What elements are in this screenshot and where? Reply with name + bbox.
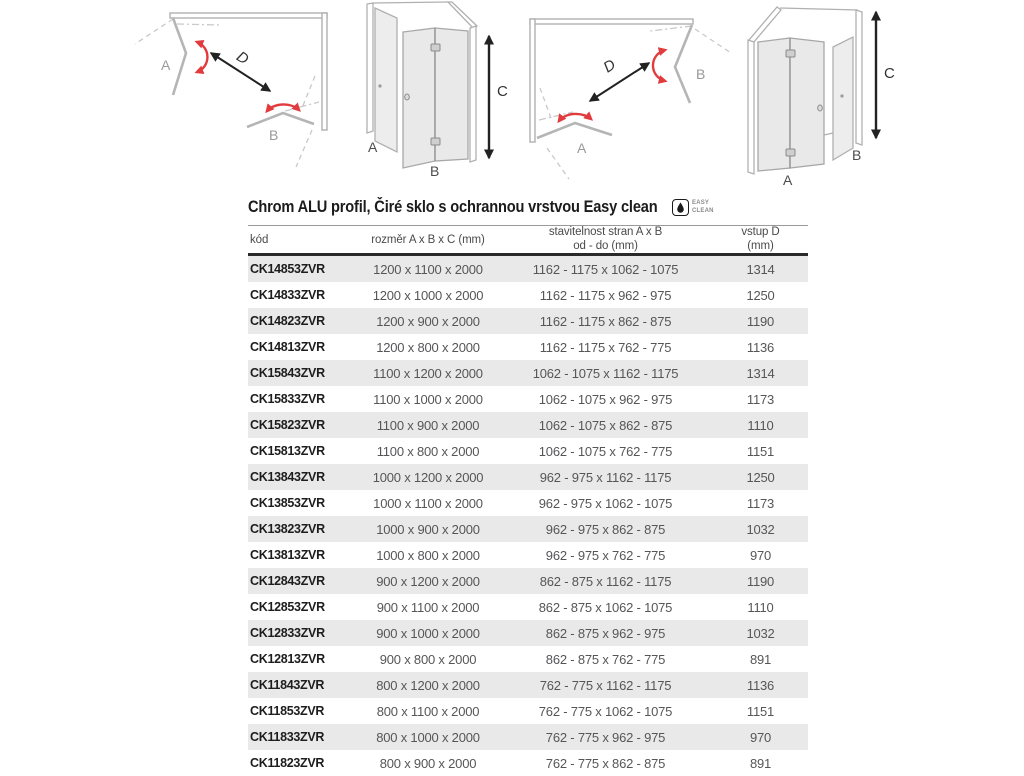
easy-clean-badge [672, 199, 714, 216]
cell-code: CK11823ZVR [250, 756, 325, 770]
header-entry: vstup D (mm) [741, 225, 780, 252]
table-row [248, 646, 808, 672]
cell-size: 800 x 1000 x 2000 [376, 729, 480, 745]
cell-size: 900 x 800 x 2000 [379, 651, 477, 667]
cell-size: 1200 x 800 x 2000 [376, 339, 480, 355]
cell-adjust: 1162 - 1175 x 862 - 875 [539, 313, 672, 329]
cell-entry: 1173 [746, 495, 775, 511]
cell-adjust: 862 - 875 x 762 - 775 [545, 651, 666, 667]
table-row [248, 698, 808, 724]
cell-code: CK12853ZVR [250, 600, 325, 614]
cell-size: 800 x 900 x 2000 [379, 755, 477, 771]
cell-code: CK14853ZVR [250, 262, 325, 276]
cell-adjust: 1062 - 1075 x 962 - 975 [538, 391, 673, 407]
diagram-front-view-left [356, 0, 510, 182]
door-handle-icon [818, 105, 823, 111]
cell-size: 800 x 1200 x 2000 [376, 677, 480, 693]
table-row [248, 542, 808, 568]
side-panel-b [833, 37, 853, 160]
header-adjust: stavitelnost stran A x B od - do (mm) [548, 225, 663, 252]
cell-size: 1000 x 1200 x 2000 [372, 469, 484, 485]
cell-adjust: 762 - 775 x 1162 - 1175 [539, 677, 672, 693]
cell-code: CK15833ZVR [250, 392, 325, 406]
cell-adjust: 862 - 875 x 1062 - 1075 [538, 599, 673, 615]
swing-arrow-b-icon [267, 104, 299, 111]
cell-code: CK14813ZVR [250, 340, 325, 354]
cell-size: 1000 x 800 x 2000 [376, 547, 480, 563]
cell-code: CK13813ZVR [250, 548, 325, 562]
open-position-dashes [135, 19, 319, 167]
cell-code: CK14823ZVR [250, 314, 325, 328]
table-row [248, 516, 808, 542]
height-label: C [497, 83, 508, 100]
cell-entry: 1032 [746, 625, 775, 641]
header-code: kód [250, 233, 269, 246]
cell-adjust: 1162 - 1175 x 1062 - 1075 [532, 261, 679, 277]
cell-size: 1200 x 1000 x 2000 [372, 287, 484, 303]
cell-code: CK13843ZVR [250, 470, 325, 484]
cell-code: CK11833ZVR [250, 730, 325, 744]
table-row [248, 594, 808, 620]
cell-entry: 891 [749, 755, 772, 771]
table-row [248, 438, 808, 464]
hinge-top-icon [431, 44, 440, 51]
entry-width-label: D [600, 56, 619, 77]
cell-entry: 1151 [746, 703, 775, 719]
cell-size: 1200 x 1100 x 2000 [373, 261, 483, 277]
spec-table-body [248, 256, 808, 776]
table-row [248, 750, 808, 776]
hinge-bottom-icon [786, 149, 795, 156]
hinge-bottom-icon [431, 138, 440, 145]
cell-entry: 1173 [746, 391, 775, 407]
door-a-label: A [577, 140, 587, 156]
cell-entry: 1032 [746, 521, 775, 537]
bifold-door-a-right-panel [790, 38, 824, 168]
diagram-top-view-right [513, 0, 733, 186]
cell-entry: 1110 [747, 417, 774, 433]
table-row [248, 672, 808, 698]
table-row [248, 724, 808, 750]
cell-code: CK15843ZVR [250, 366, 325, 380]
door-b-fold-line [247, 113, 314, 127]
cell-adjust: 762 - 775 x 1062 - 1075 [538, 703, 673, 719]
cell-size: 1100 x 900 x 2000 [376, 417, 480, 433]
door-b-fold-line [675, 25, 692, 103]
cell-adjust: 1162 - 1175 x 762 - 775 [539, 339, 672, 355]
table-row [248, 568, 808, 594]
cell-adjust: 962 - 975 x 1162 - 1175 [539, 469, 672, 485]
door-b-label: B [269, 127, 279, 143]
cell-code: CK12813ZVR [250, 652, 325, 666]
door-a-label: A [783, 172, 793, 188]
cell-entry: 1136 [746, 677, 775, 693]
cell-entry: 1314 [746, 261, 775, 277]
diagram-front-view-right [740, 0, 908, 196]
cell-size: 1100 x 1000 x 2000 [373, 391, 483, 407]
cell-size: 1000 x 900 x 2000 [376, 521, 480, 537]
spec-table [248, 225, 808, 776]
cell-size: 900 x 1200 x 2000 [376, 573, 480, 589]
wall-outline [530, 19, 693, 142]
cell-size: 1100 x 800 x 2000 [376, 443, 480, 459]
cell-code: CK14833ZVR [250, 288, 325, 302]
table-row [248, 464, 808, 490]
cell-adjust: 1062 - 1075 x 862 - 875 [538, 417, 673, 433]
table-row [248, 620, 808, 646]
cell-code: CK11853ZVR [250, 704, 325, 718]
table-row [248, 334, 808, 360]
cell-size: 900 x 1100 x 2000 [376, 599, 480, 615]
door-b-label: B [696, 66, 706, 82]
drop-icon [672, 199, 689, 216]
panel-b-hinge-dot-icon [840, 94, 843, 97]
table-row [248, 308, 808, 334]
table-row [248, 490, 808, 516]
height-label: C [884, 65, 895, 82]
cell-code: CK12843ZVR [250, 574, 325, 588]
cell-size: 1000 x 1100 x 2000 [373, 495, 483, 511]
cell-entry: 970 [749, 547, 772, 563]
side-panel-b-label: B [852, 147, 862, 163]
cell-adjust: 762 - 775 x 962 - 975 [545, 729, 666, 745]
entry-width-arrow-icon [590, 63, 649, 101]
door-a-fold-line [537, 123, 612, 138]
cell-entry: 1314 [746, 365, 775, 381]
cell-entry: 1190 [746, 313, 775, 329]
cell-entry: 1110 [747, 599, 774, 615]
bifold-door-a-left-panel [758, 38, 790, 171]
table-row [248, 256, 808, 282]
cell-size: 1100 x 1200 x 2000 [373, 365, 483, 381]
door-a-label: A [161, 57, 171, 73]
cell-entry: 1190 [746, 573, 775, 589]
header-size: rozměr A x B x C (mm) [371, 233, 485, 246]
cell-size: 800 x 1100 x 2000 [376, 703, 480, 719]
swing-arrow-a-icon [559, 114, 591, 121]
cell-adjust: 962 - 975 x 862 - 875 [545, 521, 666, 537]
cell-code: CK13823ZVR [250, 522, 325, 536]
page-title: Chrom ALU profil, Čiré sklo s ochrannou vrstvou Easy clean [248, 197, 658, 216]
side-panel-a [375, 8, 397, 152]
cell-code: CK12833ZVR [250, 626, 325, 640]
cell-adjust: 1162 - 1175 x 962 - 975 [539, 287, 672, 303]
entry-width-label: D [233, 48, 252, 69]
side-panel-a-label: A [368, 139, 378, 155]
cell-code: CK15823ZVR [250, 418, 325, 432]
door-b-label: B [430, 163, 440, 179]
cell-entry: 891 [749, 651, 772, 667]
cell-adjust: 862 - 875 x 962 - 975 [545, 625, 666, 641]
cell-entry: 1250 [746, 287, 775, 303]
cell-adjust: 962 - 975 x 1062 - 1075 [538, 495, 673, 511]
swing-arrow-b-icon [653, 50, 665, 81]
panel-a-hinge-dot-icon [378, 84, 381, 87]
spec-table-header [248, 225, 808, 256]
cell-entry: 1151 [746, 443, 775, 459]
cell-entry: 1136 [746, 339, 775, 355]
cell-adjust: 762 - 775 x 862 - 875 [545, 755, 666, 771]
cell-adjust: 962 - 975 x 762 - 775 [545, 547, 666, 563]
cell-size: 1200 x 900 x 2000 [376, 313, 480, 329]
cell-code: CK13853ZVR [250, 496, 325, 510]
swing-arrow-a-icon [197, 42, 207, 72]
cell-size: 900 x 1000 x 2000 [376, 625, 480, 641]
door-handle-icon [405, 94, 410, 100]
threshold-line [824, 133, 833, 135]
cell-adjust: 862 - 875 x 1162 - 1175 [539, 573, 672, 589]
wall-outline [170, 13, 327, 130]
diagram-top-view-left [133, 0, 333, 182]
table-row [248, 282, 808, 308]
cell-adjust: 1062 - 1075 x 1162 - 1175 [532, 365, 679, 381]
cell-entry: 970 [749, 729, 772, 745]
table-row [248, 360, 808, 386]
cell-adjust: 1062 - 1075 x 762 - 775 [538, 443, 673, 459]
table-row [248, 386, 808, 412]
easy-clean-badge-text: EASY CLEAN [692, 200, 714, 214]
cell-code: CK11843ZVR [250, 678, 325, 692]
open-position-dashes [539, 26, 731, 179]
cell-code: CK15813ZVR [250, 444, 325, 458]
hinge-top-icon [786, 50, 795, 57]
table-row [248, 412, 808, 438]
cell-entry: 1250 [746, 469, 775, 485]
door-a-fold-line [173, 18, 186, 95]
